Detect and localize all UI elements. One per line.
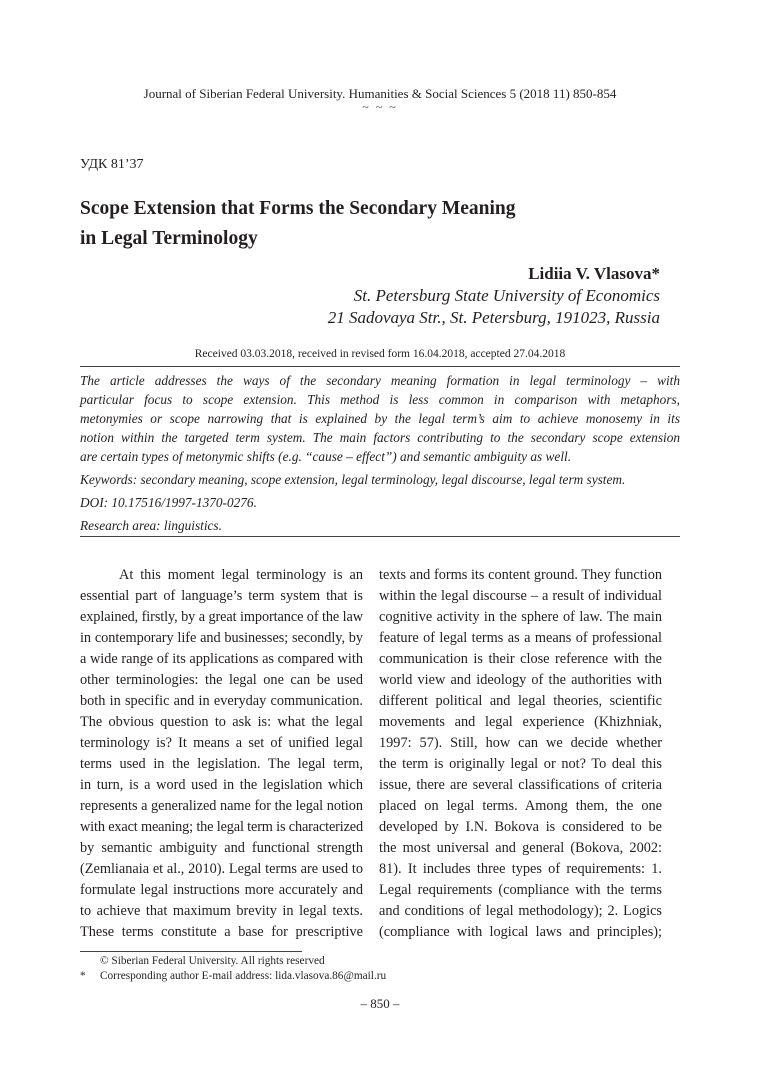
body-text-line: feature of legal terms as a means of professional xyxy=(379,630,662,646)
body-text-line: explained, firstly, by a great importance of the law xyxy=(80,609,363,625)
body-text-line: These terms constitute a base for prescriptive xyxy=(80,924,363,940)
body-text-line: texts and forms its content ground. They function xyxy=(379,567,662,583)
body-text-line: (Zemlianaia et al., 2010). Legal terms are used to xyxy=(80,861,363,877)
body-column-right xyxy=(379,565,662,943)
body-text-line: by semantic ambiguity and functional strength xyxy=(80,840,363,856)
body-text-line: different political and legal theories, scientific xyxy=(379,693,662,709)
divider xyxy=(80,366,680,367)
abstract-line: notion within the targeted term system. The main factors contributing to the secondary scope extension xyxy=(80,430,680,445)
body-text-line: the most universal and general (Bokova, 2002: xyxy=(379,840,662,856)
body-text-line: issue, there are several classifications of criteria xyxy=(379,777,662,793)
body-text-line: movements and legal experience (Khizhniak, xyxy=(379,714,662,730)
copyright-footnote: © Siberian Federal University. All rights reserved xyxy=(100,955,325,967)
body-text-line: (compliance with logical laws and principles); xyxy=(379,924,662,940)
page-number: – 850 – xyxy=(360,996,400,1011)
body-text-line: in contemporary life and businesses; secondly, by xyxy=(80,630,363,646)
research-area: Research area: linguistics. xyxy=(80,518,222,533)
body-text-line: 1997: 57). Still, how can we decide whether xyxy=(379,735,662,751)
body-text-line: both in specific and in everyday communication. xyxy=(80,693,363,709)
body-text-line: with exact meaning; the legal term is characterized xyxy=(80,819,363,835)
body-text-line: At this moment legal terminology is an xyxy=(119,567,363,583)
body-text-line: other terminologies: the legal one can be used xyxy=(80,672,363,688)
body-text-line: 81). It includes three types of requirements: 1. xyxy=(379,861,662,877)
body-text-line: cognitive activity in the sphere of law. The main xyxy=(379,609,662,625)
doi: DOI: 10.17516/1997-1370-0276. xyxy=(80,495,257,510)
body-text-line: terminology is? It means a set of unified legal xyxy=(80,735,363,751)
author-name: Lidiia V. Vlasova* xyxy=(528,264,660,283)
body-text-line: represents a generalized name for the legal notion xyxy=(80,798,363,814)
corresponding-author-email: Corresponding author E-mail address: lida.vlasova.86@mail.ru xyxy=(100,970,387,982)
abstract-line: particular focus to scope extension. This method is less common in comparison with metaphors, xyxy=(80,392,680,407)
footnote-star: * xyxy=(80,970,86,982)
keywords: Keywords: secondary meaning, scope extension, legal terminology, legal discourse, legal term system. xyxy=(80,472,626,487)
body-text-line: in turn, is a word used in the legislation which xyxy=(80,777,363,793)
body-text-line: within the legal discourse – a result of individual xyxy=(379,588,662,604)
article-title xyxy=(80,194,516,254)
author-block xyxy=(328,263,660,329)
body-text-line: communication is their close reference with the xyxy=(379,651,662,667)
author-address: 21 Sadovaya Str., St. Petersburg, 191023, Russia xyxy=(327,308,660,327)
author-affiliation: St. Petersburg State University of Economics xyxy=(353,286,660,305)
body-text-line: to achieve that maximum brevity in legal texts. xyxy=(80,903,363,919)
body-text-line: terms used in the legislation. The legal term, xyxy=(80,756,363,772)
corresponding-footnote xyxy=(80,970,386,982)
body-text-line: essential part of language’s term system that is xyxy=(80,588,363,604)
abstract xyxy=(80,371,680,535)
body-text-line: and conditions of legal methodology); 2. Logics xyxy=(379,903,662,919)
journal-header: Journal of Siberian Federal University. Humanities & Social Sciences 5 (2018 11) 850-854 xyxy=(143,86,617,101)
body-text-line: world view and ideology of the authorities with xyxy=(379,672,662,688)
title-line: Scope Extension that Forms the Secondary Meaning xyxy=(80,198,516,219)
title-line: in Legal Terminology xyxy=(80,228,258,249)
body-text-line: developed by I.N. Bokova is considered to be xyxy=(379,819,662,835)
abstract-line: metonymies or scope narrowing that is explained by the legal term’s aim to achieve monosemy in its xyxy=(80,411,680,426)
footnote-divider xyxy=(80,951,302,952)
body-text-line: the term is originally legal or not? To deal this xyxy=(379,756,662,772)
abstract-line: are certain types of metonymic shifts (e.g. “cause – effect”) and semantic ambiguity as well. xyxy=(80,449,572,464)
body-text-line: Legal requirements (compliance with the terms xyxy=(379,882,662,898)
udk-code: УДК 81’37 xyxy=(80,157,144,172)
received-dates: Received 03.03.2018, received in revised form 16.04.2018, accepted 27.04.2018 xyxy=(194,348,566,360)
divider xyxy=(80,536,680,537)
body-column-left xyxy=(80,565,363,943)
abstract-line: The article addresses the ways of the secondary meaning formation in legal terminology – with xyxy=(80,373,680,388)
body-text-line: a wide range of its applications as compared with xyxy=(80,651,363,667)
body-text-line: placed on legal terms. Among them, the one xyxy=(379,798,662,814)
body-text-line: formulate legal instructions more accurately and xyxy=(80,882,363,898)
body-text-line: The obvious question to ask is: what the legal xyxy=(80,714,363,730)
header-ornament: ~ ~ ~ xyxy=(362,100,398,114)
